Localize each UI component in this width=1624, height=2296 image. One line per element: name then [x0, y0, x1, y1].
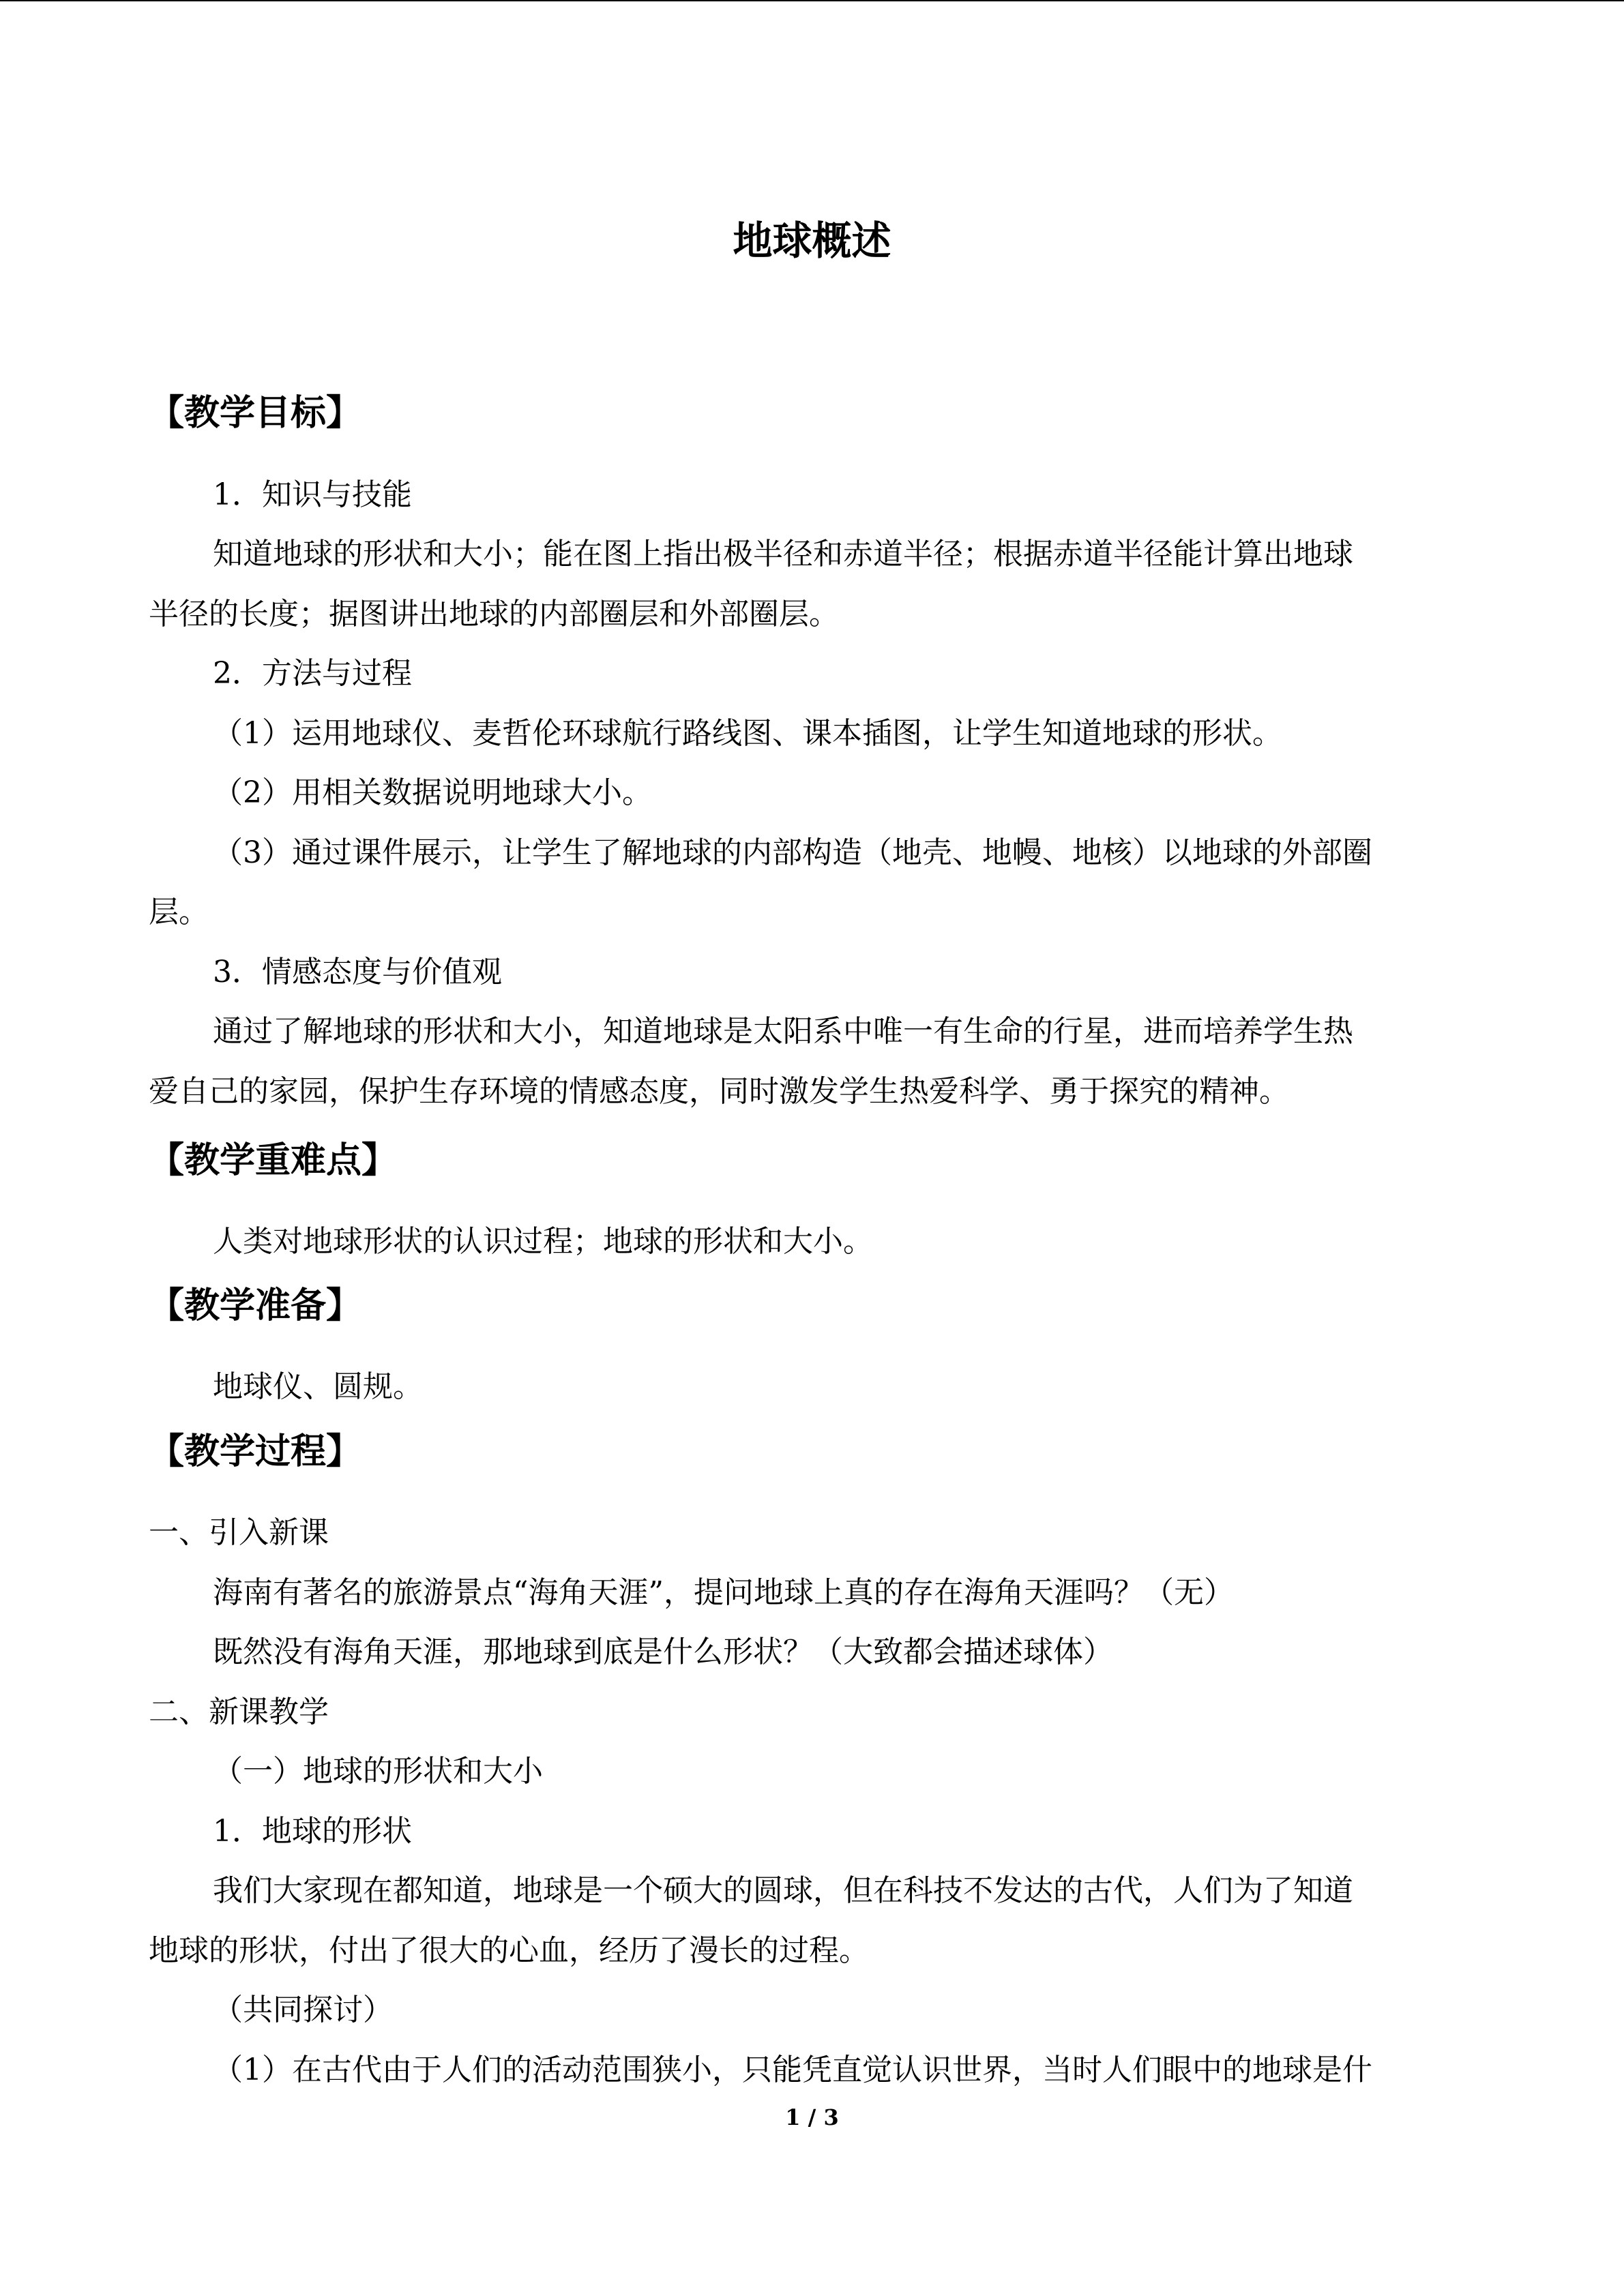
- paragraph-line: （一）地球的形状和大小: [213, 1754, 543, 1789]
- paragraph-line: 层。: [149, 895, 209, 929]
- paragraph-line: （1）运用地球仪、麦哲伦环球航行路线图、课本插图，让学生知道地球的形状。: [213, 716, 1282, 751]
- paragraph-line: 一、引入新课: [149, 1515, 329, 1550]
- paragraph-line: 我们大家现在都知道，地球是一个硕大的圆球，但在科技不发达的古代，人们为了知道: [213, 1873, 1353, 1908]
- paragraph-line: 海南有著名的旅游景点“海角天涯”，提问地球上真的存在海角天涯吗？（无）: [213, 1575, 1234, 1610]
- paragraph-line: 1．地球的形状: [213, 1814, 412, 1849]
- paragraph-line: 2．方法与过程: [213, 656, 412, 691]
- paragraph-line: 人类对地球形状的认识过程；地球的形状和大小。: [213, 1224, 873, 1259]
- paragraph-line: （3）通过课件展示，让学生了解地球的内部构造（地壳、地幔、地核）以地球的外部圈: [213, 835, 1372, 870]
- paragraph-line: （1）在古代由于人们的活动范围狭小，只能凭直觉认识世界，当时人们眼中的地球是什: [213, 2053, 1372, 2087]
- section-heading-process: 【教学过程】: [149, 1431, 362, 1472]
- section-heading-key-points: 【教学重难点】: [149, 1140, 398, 1181]
- paragraph-line: 既然没有海角天涯，那地球到底是什么形状？（大致都会描述球体）: [213, 1635, 1113, 1669]
- top-border-line: [0, 0, 1624, 1]
- section-heading-objectives: 【教学目标】: [149, 393, 362, 434]
- paragraph-line: 地球的形状，付出了很大的心血，经历了漫长的过程。: [149, 1933, 869, 1968]
- paragraph-line: 爱自己的家园，保护生存环境的情感态度，同时激发学生热爱科学、勇于探究的精神。: [149, 1074, 1289, 1109]
- paragraph-line: （2）用相关数据说明地球大小。: [213, 775, 652, 810]
- paragraph-line: 二、新课教学: [149, 1695, 329, 1729]
- section-heading-preparation: 【教学准备】: [149, 1285, 362, 1326]
- paragraph-line: 半径的长度；据图讲出地球的内部圈层和外部圈层。: [149, 597, 839, 631]
- page-title: 地球概述: [733, 218, 891, 264]
- paragraph-line: 地球仪、圆规。: [213, 1369, 423, 1404]
- paragraph-line: 1．知识与技能: [213, 477, 412, 512]
- paragraph-line: 通过了解地球的形状和大小，知道地球是太阳系中唯一有生命的行星，进而培养学生热: [213, 1014, 1353, 1049]
- page-number: 1 / 3: [785, 2104, 839, 2130]
- paragraph-line: 3．情感态度与价值观: [213, 955, 502, 989]
- paragraph-line: （共同探讨）: [213, 1993, 393, 2027]
- paragraph-line: 知道地球的形状和大小；能在图上指出极半径和赤道半径；根据赤道半径能计算出地球: [213, 537, 1353, 571]
